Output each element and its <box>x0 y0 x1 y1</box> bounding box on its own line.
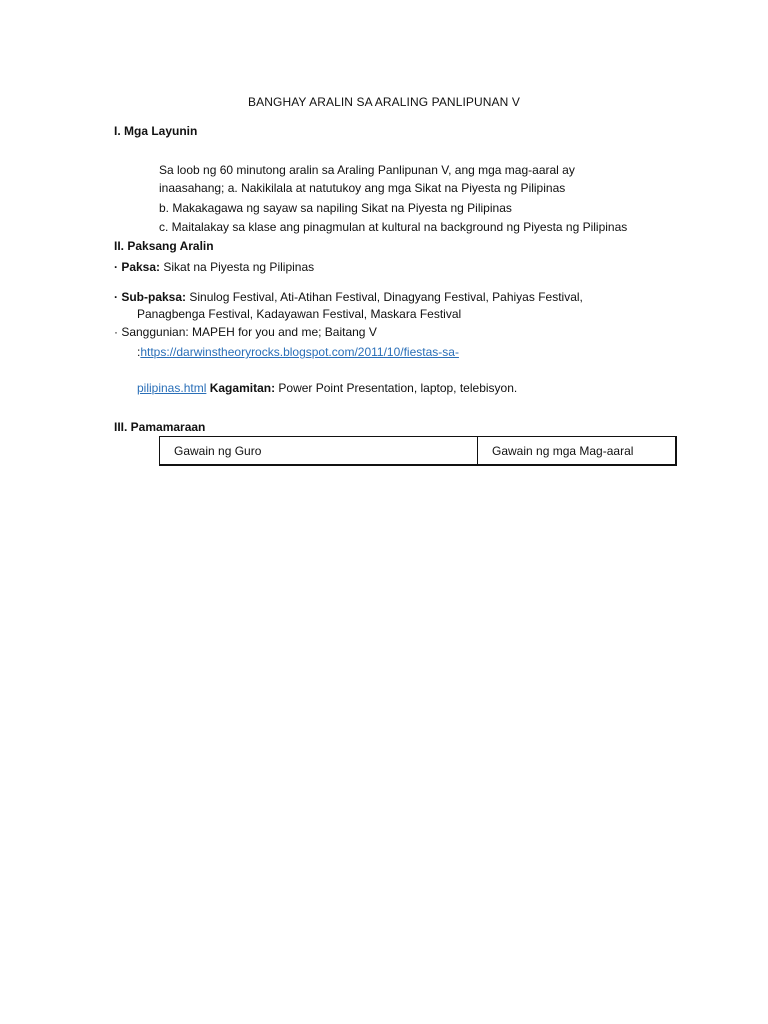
kagamitan-label: Kagamitan: <box>209 381 276 395</box>
document-title: BANGHAY ARALIN SA ARALING PANLIPUNAN V <box>248 95 520 109</box>
paksa-line <box>114 259 314 275</box>
section-heading-layunin: I. Mga Layunin <box>114 124 198 138</box>
subpaksa-line-1 <box>114 289 583 305</box>
section-heading-paksang-aralin: II. Paksang Aralin <box>114 239 214 253</box>
reference-link-part-1[interactable]: https://darwinstheoryrocks.blogspot.com/2011/10/fiestas-sa- <box>140 345 459 359</box>
reference-link-part-2[interactable]: pilipinas.html <box>137 381 207 395</box>
table-header-mag-aaral: Gawain ng mga Mag-aaral <box>492 443 634 458</box>
reference-link-line-1 <box>137 344 459 360</box>
subpaksa-label: · Sub-paksa: <box>114 290 187 304</box>
intro-line-2: inaasahang; a. Nakikilala at natutukoy ang mga Sikat na Piyesta ng Pilipinas <box>159 181 566 195</box>
paksa-label: · Paksa: <box>114 260 161 274</box>
section-heading-pamamaraan: III. Pamamaraan <box>114 420 206 434</box>
paksa-value: Sikat na Piyesta ng Pilipinas <box>163 260 315 274</box>
objective-c: c. Maitalakay sa klase ang pinagmulan at kultural na background ng Piyesta ng Pilipinas <box>159 220 628 234</box>
link-prefix: : <box>137 345 141 359</box>
pamamaraan-table <box>159 436 677 466</box>
table-header-guro: Gawain ng Guro <box>160 437 478 464</box>
kagamitan-value: Power Point Presentation, laptop, telebisyon. <box>278 381 518 395</box>
objective-b: b. Makakagawa ng sayaw sa napiling Sikat na Piyesta ng Pilipinas <box>159 201 512 215</box>
reference-link-line-2 <box>137 380 517 396</box>
subpaksa-line-2: Panagbenga Festival, Kadayawan Festival, Maskara Festival <box>137 307 462 321</box>
intro-line-1: Sa loob ng 60 minutong aralin sa Araling Panlipunan V, ang mga mag-aaral ay <box>159 163 575 177</box>
sanggunian-line: · Sanggunian: MAPEH for you and me; Baitang V <box>114 325 377 339</box>
subpaksa-value-1: Sinulog Festival, Ati-Atihan Festival, Dinagyang Festival, Pahiyas Festival, <box>189 290 583 304</box>
